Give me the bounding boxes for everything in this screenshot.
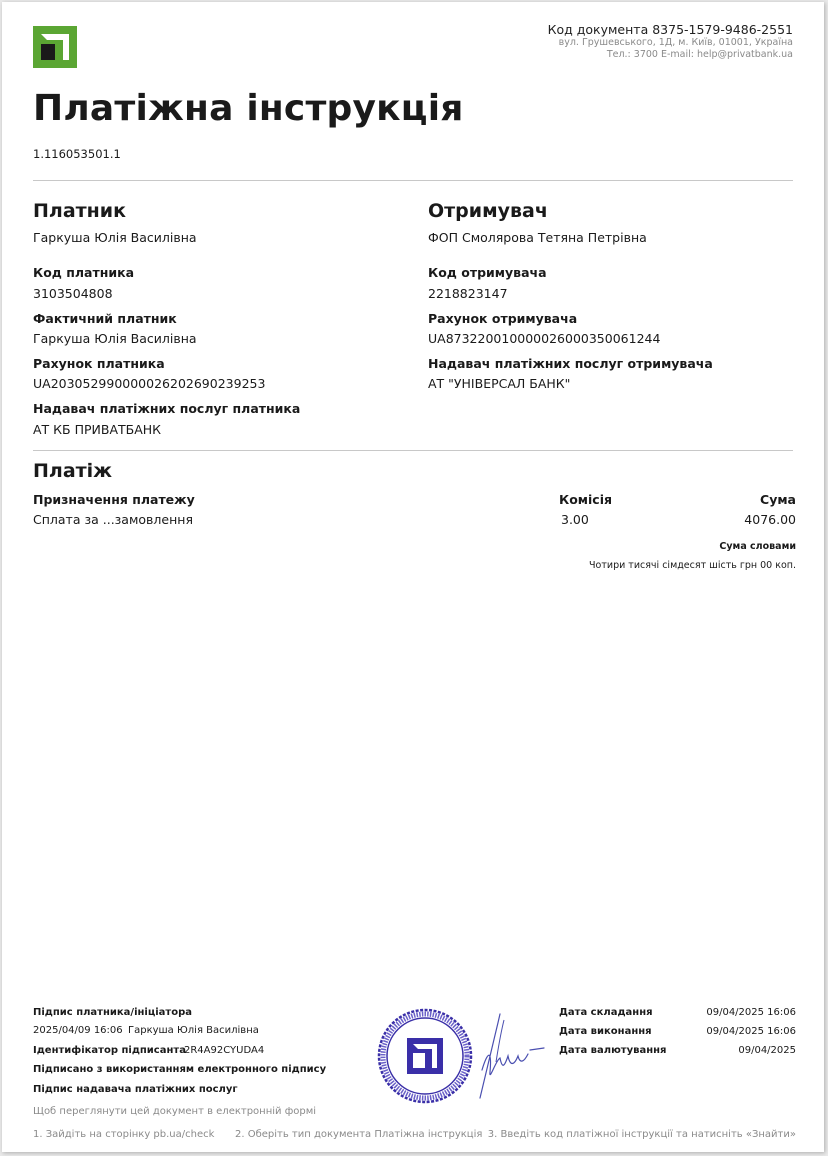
- recipient-code-label: Код отримувача: [428, 265, 547, 280]
- bank-address: вул. Грушевського, 1Д, м. Київ, 01001, Україна: [558, 37, 793, 48]
- sum-words: Чотири тисячі сімдесят шість грн 00 коп.: [589, 560, 796, 571]
- payer-account-label: Рахунок платника: [33, 356, 165, 371]
- payer-code-label: Код платника: [33, 265, 135, 280]
- step-1: 1. Зайдіть на сторінку pb.ua/check: [33, 1129, 215, 1140]
- purpose-value: Сплата за ...замовлення: [33, 512, 193, 527]
- signature-name: Гаркуша Юлія Василівна: [128, 1025, 259, 1036]
- payer-provider: АТ КБ ПРИВАТБАНК: [33, 422, 162, 437]
- actual-payer-label: Фактичний платник: [33, 311, 177, 326]
- sum-words-label: Сума словами: [719, 541, 796, 552]
- bank-contacts: Тел.: 3700 E-mail: help@privatbank.ua: [606, 49, 793, 60]
- divider: [33, 450, 793, 451]
- sum-value: 4076.00: [744, 512, 796, 527]
- step-3: 3. Введіть код платіжної інструкції та натисніть «Знайти»: [487, 1129, 796, 1140]
- created-date: 09/04/2025 16:06: [706, 1007, 796, 1018]
- sum-label: Сума: [760, 492, 796, 507]
- recipient-provider: АТ "УНІВЕРСАЛ БАНК": [428, 376, 571, 391]
- payer-name: Гаркуша Юлія Василівна: [33, 230, 197, 245]
- esign-note: Підписано з використанням електронного підпису: [33, 1064, 327, 1075]
- handwritten-signature-icon: [470, 1010, 550, 1102]
- recipient-code: 2218823147: [428, 286, 508, 301]
- privatbank-logo-icon: [33, 26, 77, 68]
- recipient-account-label: Рахунок отримувача: [428, 311, 578, 326]
- payment-heading: Платіж: [33, 460, 113, 482]
- bank-stamp-icon: [376, 1007, 474, 1105]
- document-number: 1.116053501.1: [33, 147, 121, 161]
- signer-id-label: Ідентифікатор підписанта: [33, 1045, 186, 1056]
- created-date-label: Дата складання: [559, 1007, 653, 1018]
- fee-label: Комісія: [559, 492, 613, 507]
- value-date-label: Дата валютування: [559, 1045, 667, 1056]
- recipient-provider-label: Надавач платіжних послуг отримувача: [428, 356, 713, 371]
- recipient-name: ФОП Смолярова Тетяна Петрівна: [428, 230, 647, 245]
- divider: [33, 180, 793, 181]
- payer-code: 3103504808: [33, 286, 113, 301]
- fee-value: 3.00: [561, 512, 589, 527]
- view-instructions: Щоб переглянути цей документ в електронній формі: [33, 1106, 317, 1117]
- value-date: 09/04/2025: [738, 1045, 796, 1056]
- document-code: Код документа 8375-1579-9486-2551: [547, 22, 793, 37]
- actual-payer: Гаркуша Юлія Василівна: [33, 331, 197, 346]
- document-page: [2, 2, 824, 1152]
- step-2: 2. Оберіть тип документа Платіжна інструкція: [235, 1129, 483, 1140]
- executed-date-label: Дата виконання: [559, 1026, 652, 1037]
- executed-date: 09/04/2025 16:06: [706, 1026, 796, 1037]
- bank-header-info: [548, 22, 793, 61]
- provider-signature: Підпис надавача платіжних послуг: [33, 1084, 238, 1095]
- recipient-heading: Отримувач: [428, 200, 548, 222]
- signer-id: 2R4A92CYUDA4: [184, 1045, 265, 1056]
- payer-heading: Платник: [33, 200, 126, 222]
- signature-datetime: 2025/04/09 16:06: [33, 1025, 123, 1036]
- payer-account: UA203052990000026202690239253: [33, 376, 266, 391]
- signature-label: Підпис платника/ініціатора: [33, 1007, 193, 1018]
- purpose-label: Призначення платежу: [33, 492, 195, 507]
- page-title: Платіжна інструкція: [33, 88, 464, 129]
- payer-provider-label: Надавач платіжних послуг платника: [33, 401, 301, 416]
- recipient-account: UA873220010000026000350061244: [428, 331, 661, 346]
